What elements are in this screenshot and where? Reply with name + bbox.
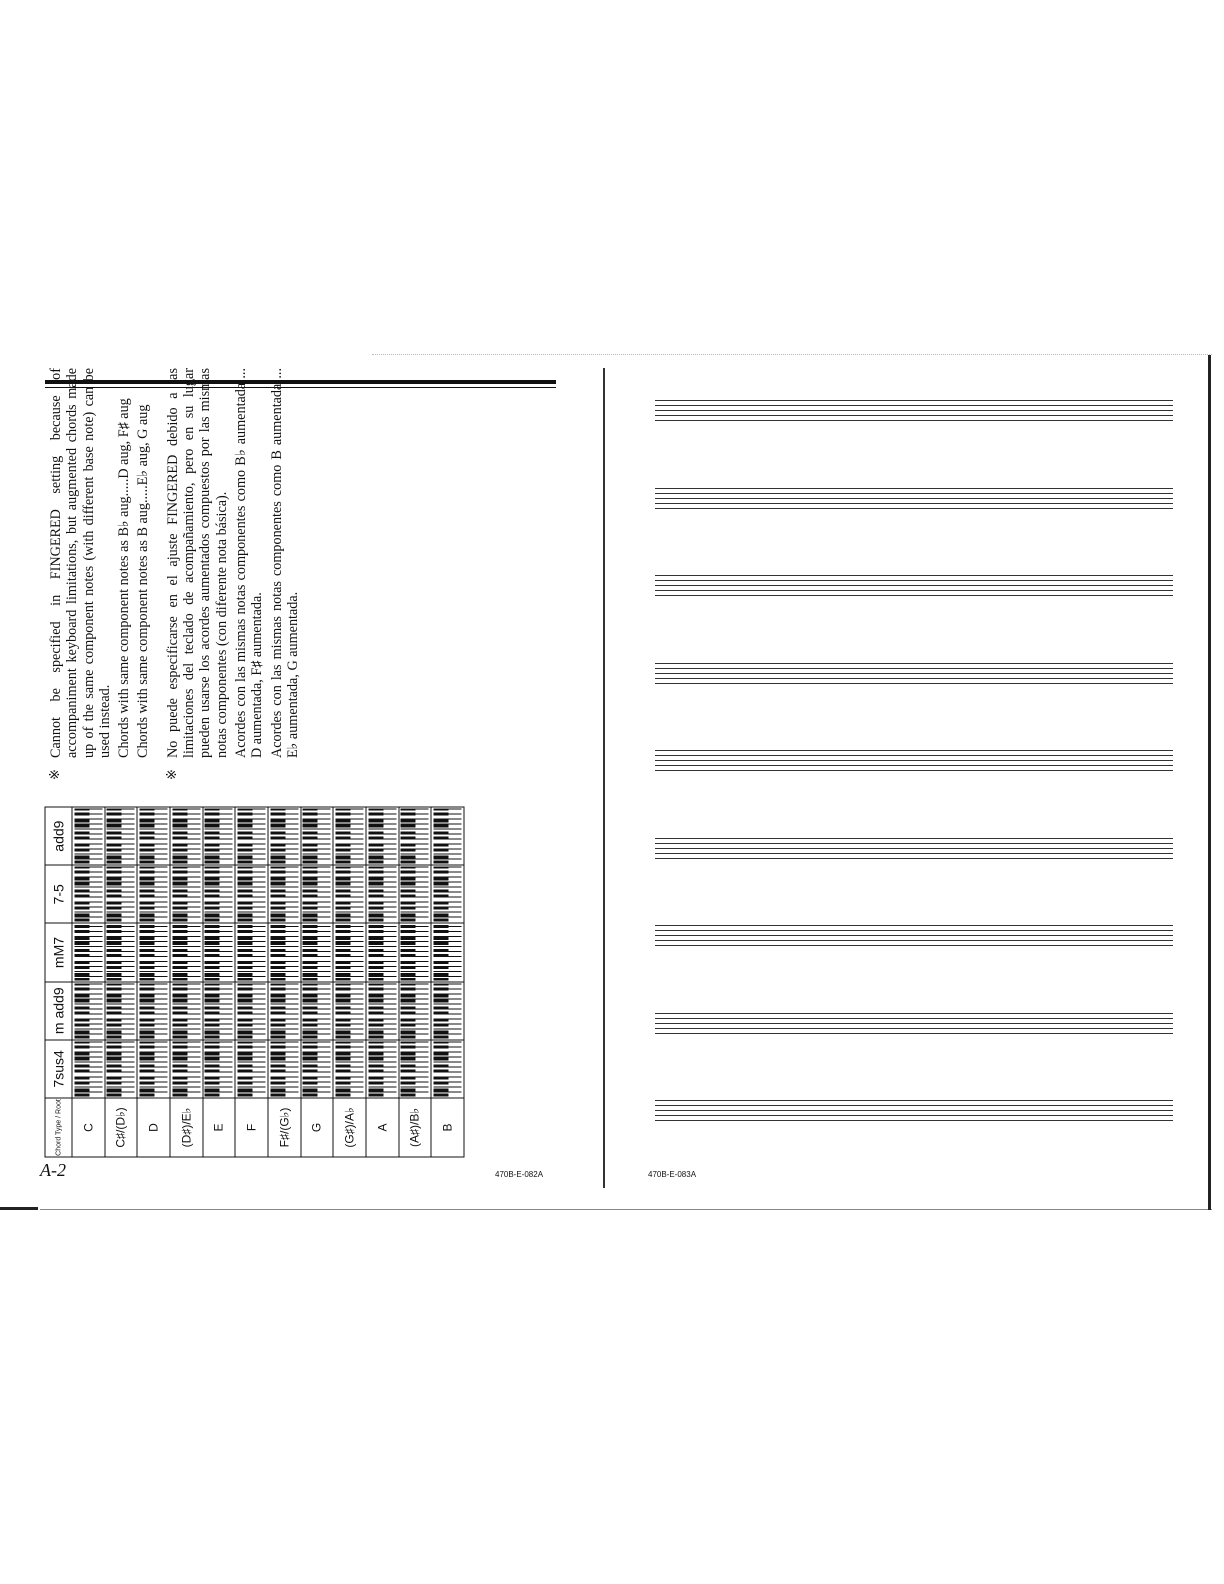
staff-line xyxy=(655,673,1173,674)
music-staff xyxy=(655,1013,1173,1033)
keyboard-diagram xyxy=(333,807,366,865)
column-header: 7sus4 xyxy=(45,1039,72,1097)
table-row xyxy=(398,807,431,1157)
table-row xyxy=(333,807,366,1157)
table-row xyxy=(137,807,170,1157)
keyboard-icon xyxy=(139,983,167,1038)
note-es-text: No puede especificarse en el ajuste FINGERED debido a las limitaciones del teclado de acompañamiento, pero en su lugar pueden usarse los acordes aumentados compuestos por las mismas notas componentes (con diferente nota básica). xyxy=(164,368,230,758)
keyboard-icon xyxy=(368,1041,396,1096)
staff-line xyxy=(655,580,1173,581)
keyboard-icon xyxy=(74,866,102,921)
staff-line xyxy=(655,493,1173,494)
keyboard-diagram xyxy=(72,807,105,865)
keyboard-diagram xyxy=(300,923,333,981)
keyboard-diagram xyxy=(104,807,137,865)
staff-line xyxy=(655,945,1173,946)
keyboard-diagram xyxy=(202,1039,235,1097)
keyboard-diagram xyxy=(104,981,137,1039)
reference-mark-icon: ※ xyxy=(48,769,63,780)
keyboard-icon xyxy=(302,866,330,921)
staff-line xyxy=(655,1105,1173,1106)
note-es-b: Acordes con las mismas notas componentes como B aumentada ... E♭ aumentada, G aumentada. xyxy=(268,368,301,758)
column-header: 7-5 xyxy=(45,865,72,923)
staff-line xyxy=(655,508,1173,509)
keyboard-icon xyxy=(400,808,428,863)
keyboard-diagram xyxy=(169,981,202,1039)
keyboard-diagram xyxy=(202,865,235,923)
note-en-text: Cannot be specified in FINGERED setting because of accompaniment keyboard limitations, but augmented chords made up of the same component notes (with different base note) can be used instead. xyxy=(48,368,113,758)
page-code: 470B-E-082A xyxy=(495,1170,544,1179)
keyboard-icon xyxy=(433,1041,461,1096)
keyboard-icon xyxy=(172,983,200,1038)
music-staff xyxy=(655,838,1173,858)
root-label: A xyxy=(365,1098,398,1157)
keyboard-diagram xyxy=(300,807,333,865)
staff-line xyxy=(655,1100,1173,1101)
staff-line xyxy=(655,405,1173,406)
keyboard-icon xyxy=(302,808,330,863)
keyboard-diagram xyxy=(333,1039,366,1097)
keyboard-icon xyxy=(204,924,232,979)
music-staff xyxy=(655,925,1173,945)
keyboard-icon xyxy=(302,983,330,1038)
table-row xyxy=(169,807,202,1157)
keyboard-diagram xyxy=(104,923,137,981)
staff-line xyxy=(655,1023,1173,1024)
keyboard-icon xyxy=(433,808,461,863)
keyboard-icon xyxy=(270,808,298,863)
staff-line xyxy=(655,940,1173,941)
root-label: (D♯)/E♭ xyxy=(169,1098,202,1157)
keyboard-diagram xyxy=(300,981,333,1039)
table-row xyxy=(235,807,268,1157)
staff-line xyxy=(655,400,1173,401)
keyboard-icon xyxy=(204,808,232,863)
keyboard-icon xyxy=(139,808,167,863)
scan-edge-bottom-left xyxy=(0,1207,38,1210)
keyboard-icon xyxy=(237,983,265,1038)
keyboard-icon xyxy=(400,866,428,921)
keyboard-icon xyxy=(368,924,396,979)
music-staff xyxy=(655,575,1173,595)
keyboard-diagram xyxy=(267,807,300,865)
staff-line xyxy=(655,853,1173,854)
staff-line xyxy=(655,1018,1173,1019)
keyboard-icon xyxy=(237,808,265,863)
keyboard-diagram xyxy=(72,1039,105,1097)
keyboard-icon xyxy=(204,1041,232,1096)
keyboard-icon xyxy=(368,983,396,1038)
keyboard-diagram xyxy=(169,1039,202,1097)
keyboard-diagram xyxy=(333,923,366,981)
staff-line xyxy=(655,683,1173,684)
keyboard-icon xyxy=(270,983,298,1038)
corner-root: Root xyxy=(54,1098,62,1114)
root-label: C♯/(D♭) xyxy=(104,1098,137,1157)
staff-line xyxy=(655,415,1173,416)
keyboard-icon xyxy=(139,924,167,979)
keyboard-diagram xyxy=(398,1039,431,1097)
staff-line xyxy=(655,585,1173,586)
keyboard-icon xyxy=(433,983,461,1038)
keyboard-icon xyxy=(172,808,200,863)
keyboard-icon xyxy=(237,924,265,979)
keyboard-diagram xyxy=(235,865,268,923)
staff-line xyxy=(655,838,1173,839)
keyboard-icon xyxy=(368,808,396,863)
scan-edge-right xyxy=(1208,355,1211,1210)
keyboard-icon xyxy=(400,924,428,979)
keyboard-diagram xyxy=(72,981,105,1039)
keyboard-diagram xyxy=(72,923,105,981)
keyboard-diagram xyxy=(202,807,235,865)
keyboard-diagram xyxy=(169,807,202,865)
page-divider xyxy=(603,368,605,1188)
column-header: add9 xyxy=(45,807,72,865)
table-corner: Chord Type / Root xyxy=(45,1098,72,1157)
table-row xyxy=(300,807,333,1157)
keyboard-diagram xyxy=(72,865,105,923)
keyboard-diagram xyxy=(169,923,202,981)
chord-table xyxy=(44,806,464,1157)
keyboard-icon xyxy=(302,924,330,979)
table-row xyxy=(365,807,398,1157)
keyboard-diagram xyxy=(137,865,170,923)
keyboard-diagram xyxy=(235,1039,268,1097)
table-row xyxy=(104,807,137,1157)
music-staff xyxy=(655,488,1173,508)
keyboard-diagram xyxy=(104,1039,137,1097)
keyboard-icon xyxy=(74,983,102,1038)
staff-line xyxy=(655,420,1173,421)
keyboard-icon xyxy=(270,924,298,979)
staff-line xyxy=(655,595,1173,596)
note-spanish xyxy=(165,368,301,780)
scan-edge-bottom xyxy=(40,1209,1212,1210)
keyboard-icon xyxy=(433,866,461,921)
staff-line xyxy=(655,1033,1173,1034)
staff-line xyxy=(655,848,1173,849)
root-label: (A♯)/B♭ xyxy=(398,1098,431,1157)
keyboard-diagram xyxy=(137,981,170,1039)
keyboard-diagram xyxy=(398,923,431,981)
keyboard-icon xyxy=(335,1041,363,1096)
keyboard-icon xyxy=(172,1041,200,1096)
root-label: D xyxy=(137,1098,170,1157)
keyboard-icon xyxy=(335,808,363,863)
staff-line xyxy=(655,488,1173,489)
keyboard-diagram xyxy=(300,865,333,923)
keyboard-diagram xyxy=(431,807,464,865)
staff-line xyxy=(655,678,1173,679)
music-staff xyxy=(655,663,1173,683)
keyboard-diagram xyxy=(431,865,464,923)
keyboard-icon xyxy=(204,866,232,921)
staff-line xyxy=(655,930,1173,931)
keyboard-diagram xyxy=(267,865,300,923)
chord-grid xyxy=(44,806,464,1157)
keyboard-icon xyxy=(139,1041,167,1096)
table-row xyxy=(202,807,235,1157)
keyboard-diagram xyxy=(202,923,235,981)
keyboard-icon xyxy=(106,866,134,921)
staff-line xyxy=(655,1013,1173,1014)
keyboard-icon xyxy=(74,1041,102,1096)
root-label: F xyxy=(235,1098,268,1157)
staff-line xyxy=(655,858,1173,859)
keyboard-diagram xyxy=(137,807,170,865)
note-en-b: Chords with same component notes as B aug.....E♭ aug, G aug xyxy=(135,404,152,758)
keyboard-diagram xyxy=(431,923,464,981)
staff-line xyxy=(655,498,1173,499)
note-es-bflat: Acordes con las mismas notas componentes como B♭ aumentada ... D aumentada, F♯ aumentada. xyxy=(232,368,266,758)
keyboard-icon xyxy=(204,983,232,1038)
keyboard-diagram xyxy=(365,807,398,865)
keyboard-diagram xyxy=(398,865,431,923)
column-header: m add9 xyxy=(45,981,72,1039)
root-label: E xyxy=(202,1098,235,1157)
keyboard-icon xyxy=(74,924,102,979)
keyboard-diagram xyxy=(333,865,366,923)
keyboard-diagram xyxy=(365,981,398,1039)
staff-line xyxy=(655,760,1173,761)
keyboard-diagram xyxy=(333,981,366,1039)
keyboard-icon xyxy=(368,866,396,921)
keyboard-diagram xyxy=(235,807,268,865)
keyboard-icon xyxy=(106,1041,134,1096)
keyboard-diagram xyxy=(431,1039,464,1097)
keyboard-diagram xyxy=(137,1039,170,1097)
root-label: C xyxy=(72,1098,105,1157)
keyboard-diagram xyxy=(365,865,398,923)
staff-line xyxy=(655,935,1173,936)
table-row xyxy=(431,807,464,1157)
root-label: F♯/(G♭) xyxy=(267,1098,300,1157)
keyboard-icon xyxy=(270,866,298,921)
keyboard-icon xyxy=(106,808,134,863)
keyboard-diagram xyxy=(267,981,300,1039)
root-label: B xyxy=(431,1098,464,1157)
keyboard-diagram xyxy=(431,981,464,1039)
keyboard-diagram xyxy=(104,865,137,923)
keyboard-icon xyxy=(400,983,428,1038)
root-label: G xyxy=(300,1098,333,1157)
note-english xyxy=(48,368,152,780)
staff-line xyxy=(655,755,1173,756)
reference-mark-icon: ※ xyxy=(164,769,180,780)
keyboard-diagram xyxy=(398,807,431,865)
scan-edge-top xyxy=(372,354,1212,356)
staff-line xyxy=(655,1120,1173,1121)
keyboard-icon xyxy=(74,808,102,863)
keyboard-diagram xyxy=(202,981,235,1039)
staff-line xyxy=(655,503,1173,504)
music-staff xyxy=(655,400,1173,420)
staff-line xyxy=(655,925,1173,926)
keyboard-diagram xyxy=(235,923,268,981)
staff-line xyxy=(655,663,1173,664)
keyboard-icon xyxy=(302,1041,330,1096)
keyboard-icon xyxy=(106,924,134,979)
keyboard-diagram xyxy=(235,981,268,1039)
keyboard-diagram xyxy=(398,981,431,1039)
keyboard-diagram xyxy=(267,923,300,981)
page-number: A-2 xyxy=(40,1160,66,1180)
keyboard-icon xyxy=(237,1041,265,1096)
table-row xyxy=(267,807,300,1157)
music-staff xyxy=(655,1100,1173,1120)
keyboard-icon xyxy=(335,924,363,979)
keyboard-icon xyxy=(106,983,134,1038)
staff-line xyxy=(655,843,1173,844)
staff-line xyxy=(655,575,1173,576)
keyboard-icon xyxy=(139,866,167,921)
music-staff xyxy=(655,750,1173,770)
staff-line xyxy=(655,590,1173,591)
keyboard-icon xyxy=(270,1041,298,1096)
staff-line xyxy=(655,1110,1173,1111)
keyboard-icon xyxy=(172,924,200,979)
keyboard-icon xyxy=(400,1041,428,1096)
note-en-bflat: Chords with same component notes as B♭ aug.....D aug, F♯ aug xyxy=(116,398,133,758)
staff-line xyxy=(655,410,1173,411)
keyboard-diagram xyxy=(267,1039,300,1097)
keyboard-diagram xyxy=(137,923,170,981)
staff-line xyxy=(655,1115,1173,1116)
keyboard-diagram xyxy=(169,865,202,923)
staff-line xyxy=(655,668,1173,669)
keyboard-icon xyxy=(335,983,363,1038)
page-code-right: 470B-E-083A xyxy=(648,1170,697,1179)
keyboard-icon xyxy=(172,866,200,921)
column-header: mM7 xyxy=(45,923,72,981)
notes-block xyxy=(48,368,352,780)
root-label: (G♯)/A♭ xyxy=(333,1098,366,1157)
keyboard-icon xyxy=(237,866,265,921)
staff-line xyxy=(655,1028,1173,1029)
keyboard-icon xyxy=(433,924,461,979)
keyboard-icon xyxy=(335,866,363,921)
table-row xyxy=(72,807,105,1157)
staff-line xyxy=(655,770,1173,771)
keyboard-diagram xyxy=(365,923,398,981)
staff-line xyxy=(655,750,1173,751)
keyboard-diagram xyxy=(365,1039,398,1097)
keyboard-diagram xyxy=(300,1039,333,1097)
corner-chord-type: Chord Type xyxy=(54,1119,62,1156)
staff-line xyxy=(655,765,1173,766)
